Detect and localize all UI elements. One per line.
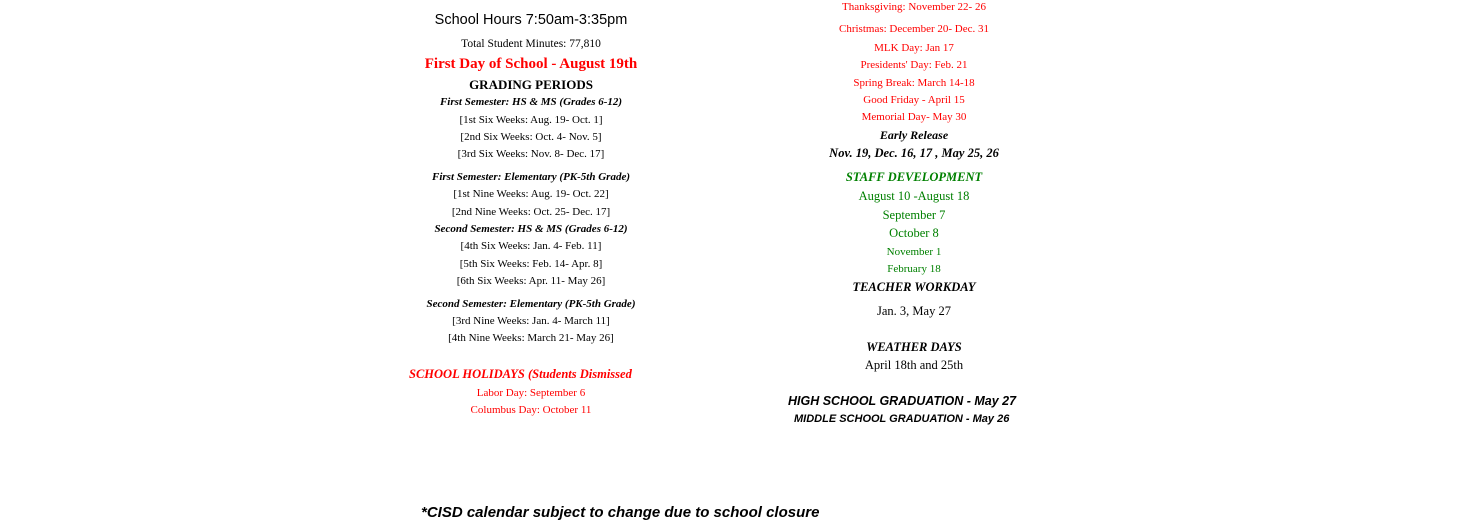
total-student-minutes: Total Student Minutes: 77,810 bbox=[461, 38, 601, 50]
six-weeks-2: [2nd Six Weeks: Oct. 4- Nov. 5] bbox=[460, 131, 602, 143]
second-semester-hs-ms-heading: Second Semester: HS & MS (Grades 6-12) bbox=[434, 223, 628, 235]
weather-days-dates: April 18th and 25th bbox=[864, 358, 964, 372]
staff-development-date-3: October 8 bbox=[889, 226, 939, 240]
weather-days-heading: WEATHER DAYS bbox=[866, 340, 962, 354]
holiday-spring-break: Spring Break: March 14-18 bbox=[853, 77, 975, 89]
teacher-workday-dates: Jan. 3, May 27 bbox=[877, 304, 951, 318]
staff-development-date-1: August 10 -August 18 bbox=[858, 189, 970, 203]
staff-development-heading: STAFF DEVELOPMENT bbox=[845, 170, 983, 184]
teacher-workday-heading: TEACHER WORKDAY bbox=[852, 280, 976, 294]
holiday-labor-day: Labor Day: September 6 bbox=[476, 387, 586, 399]
nine-weeks-1: [1st Nine Weeks: Aug. 19- Oct. 22] bbox=[453, 188, 609, 200]
holiday-thanksgiving: Thanksgiving: November 22- 26 bbox=[842, 1, 986, 13]
six-weeks-5: [5th Six Weeks: Feb. 14- Apr. 8] bbox=[459, 258, 603, 270]
nine-weeks-4: [4th Nine Weeks: March 21- May 26] bbox=[448, 332, 614, 344]
high-school-graduation: HIGH SCHOOL GRADUATION - May 27 bbox=[788, 394, 1017, 408]
holiday-good-friday: Good Friday - April 15 bbox=[863, 94, 965, 106]
six-weeks-1: [1st Six Weeks: Aug. 19- Oct. 1] bbox=[459, 114, 603, 126]
first-semester-elementary-heading: First Semester: Elementary (PK-5th Grade) bbox=[432, 171, 630, 183]
staff-development-date-4: November 1 bbox=[886, 246, 942, 258]
holiday-christmas: Christmas: December 20- Dec. 31 bbox=[839, 23, 989, 35]
second-semester-elementary-heading: Second Semester: Elementary (PK-5th Grade) bbox=[426, 298, 636, 310]
nine-weeks-2: [2nd Nine Weeks: Oct. 25- Dec. 17] bbox=[451, 206, 611, 218]
six-weeks-6: [6th Six Weeks: Apr. 11- May 26] bbox=[456, 275, 606, 287]
six-weeks-3: [3rd Six Weeks: Nov. 8- Dec. 17] bbox=[457, 148, 605, 160]
school-hours: School Hours 7:50am-3:35pm bbox=[434, 12, 628, 28]
early-release-heading: Early Release bbox=[879, 128, 949, 142]
holiday-presidents-day: Presidents' Day: Feb. 21 bbox=[860, 59, 968, 71]
middle-school-graduation: MIDDLE SCHOOL GRADUATION - May 26 bbox=[794, 413, 1010, 425]
holiday-memorial-day: Memorial Day- May 30 bbox=[861, 111, 967, 123]
footer-note: *CISD calendar subject to change due to school closure bbox=[421, 504, 820, 521]
staff-development-date-5: February 18 bbox=[887, 263, 941, 275]
left-column bbox=[400, 0, 662, 430]
first-semester-hs-ms-heading: First Semester: HS & MS (Grades 6-12) bbox=[439, 96, 623, 108]
first-day-of-school: First Day of School - August 19th bbox=[424, 56, 638, 72]
six-weeks-4: [4th Six Weeks: Jan. 4- Feb. 11] bbox=[460, 240, 602, 252]
early-release-dates: Nov. 19, Dec. 16, 17 , May 25, 26 bbox=[829, 146, 999, 160]
school-holidays-heading: SCHOOL HOLIDAYS (Students Dismissed bbox=[409, 367, 632, 381]
nine-weeks-3: [3rd Nine Weeks: Jan. 4- March 11] bbox=[452, 315, 610, 327]
grading-periods-heading: GRADING PERIODS bbox=[469, 77, 593, 92]
right-column bbox=[780, 0, 1048, 430]
staff-development-date-2: September 7 bbox=[882, 208, 946, 222]
holiday-columbus-day: Columbus Day: October 11 bbox=[470, 404, 592, 416]
holiday-mlk-day: MLK Day: Jan 17 bbox=[874, 42, 954, 54]
